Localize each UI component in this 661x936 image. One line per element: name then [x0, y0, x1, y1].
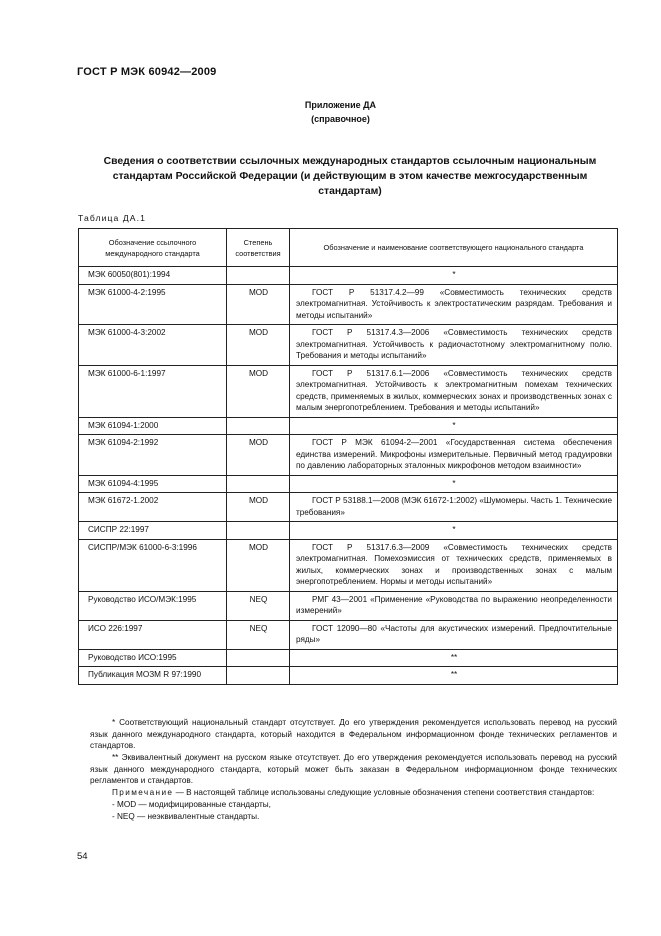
cell-std: МЭК 61094-2:1992 [79, 435, 227, 476]
cell-degree: MOD [227, 493, 290, 522]
cell-degree: MOD [227, 284, 290, 325]
cell-national: * [290, 475, 618, 493]
cell-degree [227, 267, 290, 285]
note-label: Примечание [112, 788, 174, 797]
note-paragraph [90, 787, 617, 799]
table-row [79, 267, 618, 285]
cell-std: Руководство ИСО:1995 [79, 649, 227, 667]
table-row [79, 435, 618, 476]
cell-std: МЭК 61094-4:1995 [79, 475, 227, 493]
cell-degree [227, 475, 290, 493]
cell-std: Руководство ИСО/МЭК:1995 [79, 591, 227, 620]
cell-national: * [290, 267, 618, 285]
table-header-row [79, 229, 618, 267]
cell-degree [227, 649, 290, 667]
cell-degree [227, 522, 290, 540]
header-std: Обозначение ссылочного международного стандарта [79, 229, 227, 267]
table-row [79, 417, 618, 435]
cell-degree: NEQ [227, 591, 290, 620]
cell-national: ГОСТ 12090—80 «Частоты для акустических измерений. Предпочтительные ряды» [290, 620, 618, 649]
correspondence-table [78, 228, 618, 685]
note-item-mod: - MOD — модифицированные стандарты, [112, 800, 271, 809]
cell-national: ГОСТ Р 51317.4.3—2006 «Совместимость технических средств электромагнитная. Устойчивость к радиочастотному электромагнитному полю. Требования и методы испытаний» [290, 325, 618, 366]
note-text: — В настоящей таблице использованы следующие условные обозначения степени соответствия стандартов: [173, 788, 595, 797]
cell-national: * [290, 522, 618, 540]
document-header: ГОСТ Р МЭК 60942—2009 [77, 66, 217, 78]
table-notes [90, 717, 617, 823]
cell-std: СИСПР/МЭК 61000-6-3:1996 [79, 539, 227, 591]
cell-national: ** [290, 649, 618, 667]
note-item-neq: - NEQ — неэквивалентные стандарты. [112, 812, 260, 821]
annex-subtitle: (справочное) [311, 114, 370, 124]
table-label: Таблица ДА.1 [78, 213, 147, 223]
cell-std: МЭК 60050(801):1994 [79, 267, 227, 285]
cell-degree [227, 667, 290, 685]
annex-title: Приложение ДА [304, 100, 377, 110]
section-title-line: стандартам) [318, 186, 382, 197]
page-number: 54 [77, 851, 88, 862]
cell-national: ГОСТ Р 51317.6.1—2006 «Совместимость технических средств электромагнитная. Устойчивость к электромагнитным помехам технических средств, применяемых в жилых, коммерческих зонах и производственных зонах с малым энергопотреблением. Требования и методы испытаний» [290, 365, 618, 417]
table-row [79, 493, 618, 522]
cell-national: ГОСТ Р 51317.4.2—99 «Совместимость технических средств электромагнитная. Устойчивость к электростатическим разрядам. Требования и методы испытаний» [290, 284, 618, 325]
cell-degree: MOD [227, 325, 290, 366]
table-row [79, 365, 618, 417]
cell-std: СИСПР 22:1997 [79, 522, 227, 540]
section-title [100, 154, 600, 199]
footnote-single-star: * Соответствующий национальный стандарт отсутствует. До его утверждения рекомендуется использовать перевод на русский язык данного международного стандарта, который находится в Федеральном информационном фонде технических регламентов и стандартов. [90, 718, 617, 750]
table-row [79, 284, 618, 325]
cell-national: РМГ 43—2001 «Применение «Руководства по выражению неопределенности измерений» [290, 591, 618, 620]
cell-national: ГОСТ Р 51317.6.3—2009 «Совместимость технических средств электромагнитная. Помехоэмиссия от технических средств, применяемых в жилых, коммерческих зонах и производственных зонах с малым энергопотреблением. Нормы и методы испытаний» [290, 539, 618, 591]
table-row [79, 591, 618, 620]
cell-std: МЭК 61000-6-1:1997 [79, 365, 227, 417]
cell-national: ГОСТ Р МЭК 61094-2—2001 «Государственная система обеспечения единства измерений. Микрофоны измерительные. Первичный метод градуировки по давлению лабораторных эталонных микрофонов методом взаимности» [290, 435, 618, 476]
section-title-line: Сведения о соответствии ссылочных международных стандартов ссылочным национальным [103, 156, 597, 167]
cell-degree: MOD [227, 435, 290, 476]
cell-national: ГОСТ Р 53188.1—2008 (МЭК 61672-1:2002) «Шумомеры. Часть 1. Технические требования» [290, 493, 618, 522]
header-degree: Степень соответствия [227, 229, 290, 267]
annex-heading [0, 98, 661, 126]
table-body [79, 267, 618, 685]
table-row [79, 649, 618, 667]
table-row [79, 522, 618, 540]
cell-std: МЭК 61000-4-3:2002 [79, 325, 227, 366]
cell-degree: MOD [227, 539, 290, 591]
cell-std: Публикация МОЗМ R 97:1990 [79, 667, 227, 685]
cell-degree: NEQ [227, 620, 290, 649]
cell-std: МЭК 61094-1:2000 [79, 417, 227, 435]
table-row [79, 325, 618, 366]
section-title-line: стандартам Российской Федерации (и действующим в этом качестве межгосударственным [112, 171, 588, 182]
footnote-double-star: ** Эквивалентный документ на русском языке отсутствует. До его утверждения рекомендуется использовать перевод на русский язык данного международного стандарта, который может быть заказан в Федеральном информационном фонде технических регламентов и стандартов. [90, 753, 617, 785]
table-row [79, 475, 618, 493]
table-row [79, 667, 618, 685]
cell-degree [227, 417, 290, 435]
header-national: Обозначение и наименование соответствующего национального стандарта [290, 229, 618, 267]
cell-national: ** [290, 667, 618, 685]
table-row [79, 620, 618, 649]
table-row [79, 539, 618, 591]
cell-std: МЭК 61000-4-2:1995 [79, 284, 227, 325]
cell-degree: MOD [227, 365, 290, 417]
cell-std: МЭК 61672-1.2002 [79, 493, 227, 522]
cell-std: ИСО 226:1997 [79, 620, 227, 649]
cell-national: * [290, 417, 618, 435]
